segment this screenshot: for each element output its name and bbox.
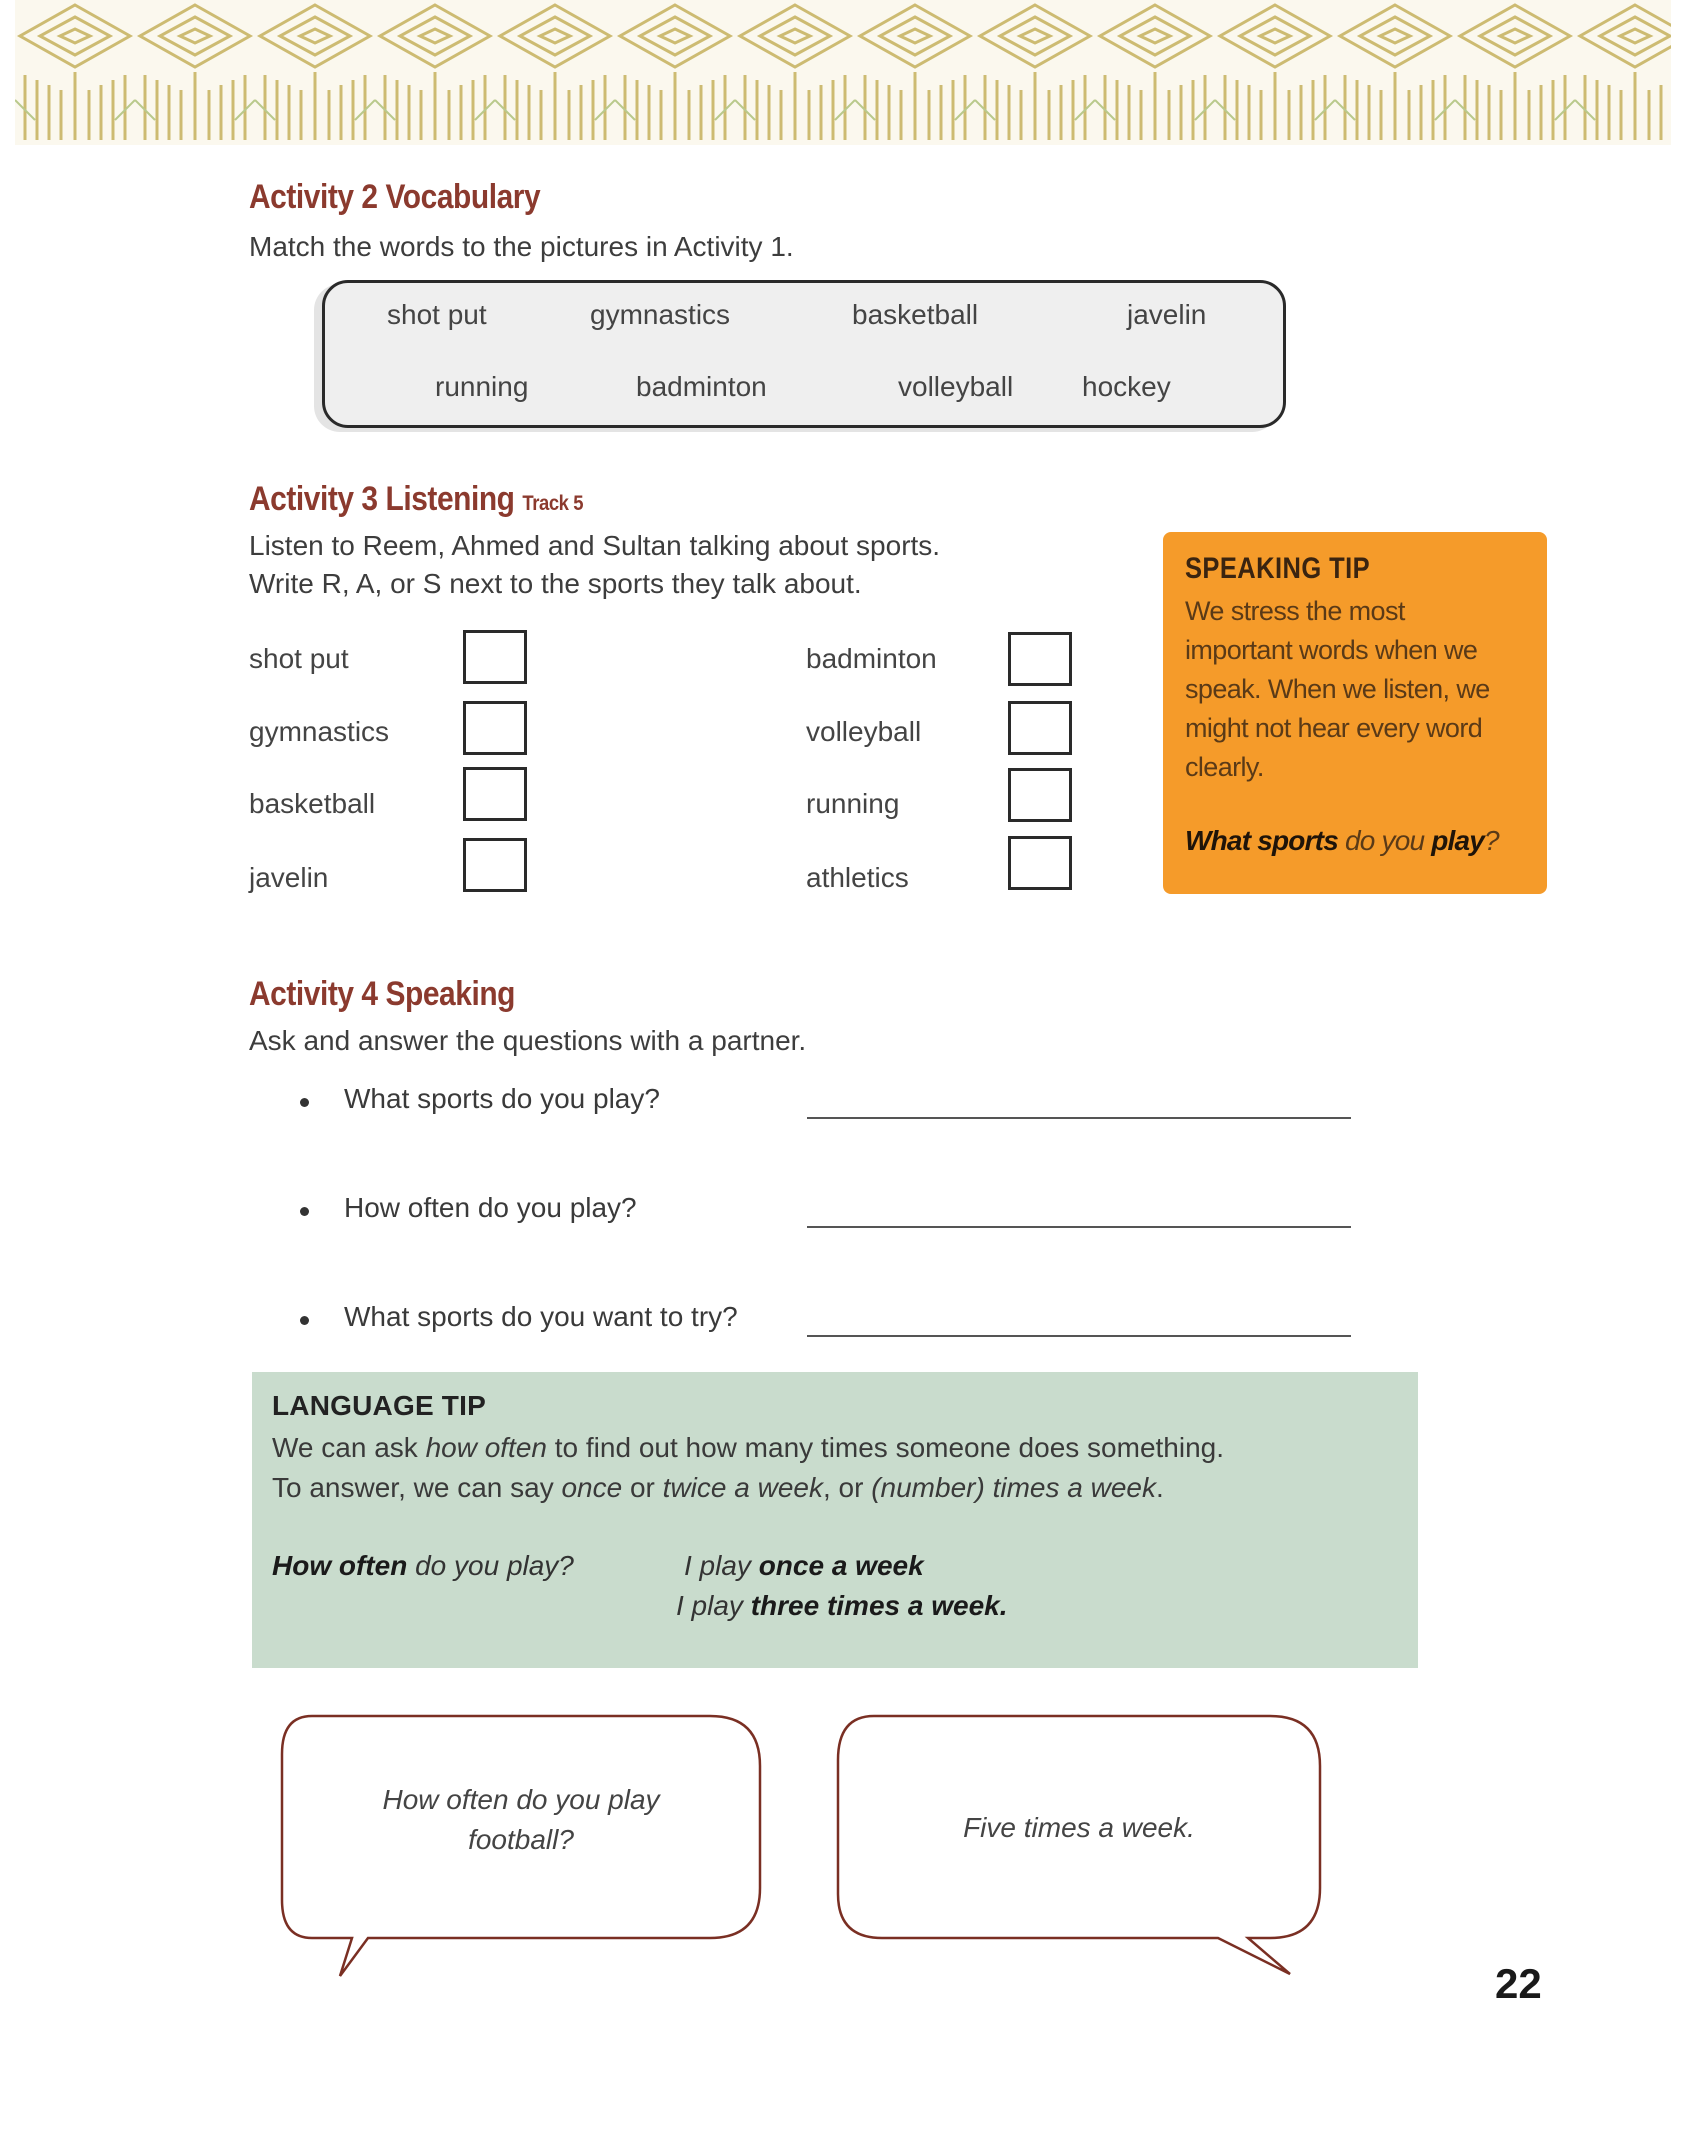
speaking-question: What sports do you want to try? <box>344 1301 738 1332</box>
sport-label: athletics <box>806 862 909 893</box>
example-question <box>272 1546 574 1586</box>
speaking-tip-line: clearly. <box>1185 752 1264 782</box>
text-segment: to find out how many times someone does something. <box>546 1432 1225 1463</box>
text-segment-italic: how often <box>425 1432 547 1463</box>
example-answer <box>684 1546 924 1586</box>
bullet-icon <box>300 1316 309 1325</box>
answer-box[interactable] <box>1008 632 1072 686</box>
answer-line[interactable] <box>807 1335 1351 1337</box>
speaking-tip-example <box>1185 825 1525 857</box>
speech-bubble-right <box>828 1710 1328 2000</box>
word-bank-item: hockey <box>1082 371 1171 402</box>
language-tip-box <box>252 1372 1418 1668</box>
stressed-words: What sports <box>1185 825 1338 856</box>
example-bold: How often <box>272 1550 408 1581</box>
word-bank-item: badminton <box>636 371 767 402</box>
answer-line[interactable] <box>807 1226 1351 1228</box>
activity3-title-text: Activity 3 Listening <box>249 480 515 518</box>
activity4-title: Activity 4 Speaking <box>249 975 516 1013</box>
text-segment-italic: once <box>561 1472 623 1503</box>
page-number: 22 <box>1495 1960 1542 2007</box>
example-bold: three times a week. <box>750 1590 1008 1621</box>
bubble-left-text <box>282 1780 760 1860</box>
bullet-icon <box>300 1098 309 1107</box>
speaking-tip-line: We stress the most <box>1185 596 1405 626</box>
word-bank-item: gymnastics <box>590 299 731 330</box>
speaking-question: How often do you play? <box>344 1192 637 1223</box>
word-bank-item: running <box>435 371 529 402</box>
sport-label: volleyball <box>806 716 922 747</box>
example-rest: I play <box>684 1550 759 1581</box>
answer-box[interactable] <box>463 630 527 684</box>
sport-label: shot put <box>249 643 349 674</box>
answer-box[interactable] <box>1008 768 1072 822</box>
activity3-title <box>249 480 583 519</box>
speaking-tip-line: speak. When we listen, we <box>1185 674 1490 704</box>
language-tip-title: LANGUAGE TIP <box>272 1390 486 1421</box>
track-label: Track 5 <box>522 492 584 515</box>
word-bank-item: basketball <box>852 299 979 330</box>
bubble-right-text: Five times a week. <box>963 1812 1195 1843</box>
answer-box[interactable] <box>1008 701 1072 755</box>
answer-box[interactable] <box>463 767 527 821</box>
example-rest: I play <box>676 1590 751 1621</box>
bullet-icon <box>300 1207 309 1216</box>
sport-label: basketball <box>249 788 376 819</box>
text-segment: We can ask <box>272 1432 426 1463</box>
word-bank-item: javelin <box>1127 299 1207 330</box>
activity2-instruction: Match the words to the pictures in Activity 1. <box>249 231 794 262</box>
word-bank <box>322 280 1286 428</box>
question-mark: ? <box>1484 825 1499 856</box>
language-tip-line <box>272 1428 1398 1468</box>
speaking-tip-line: important words when we <box>1185 635 1478 665</box>
speaking-tip-title: SPEAKING TIP <box>1185 552 1371 585</box>
bubble-left-line: football? <box>468 1824 574 1855</box>
sport-label: badminton <box>806 643 937 674</box>
activity2-title: Activity 2 Vocabulary <box>249 178 541 216</box>
unstressed-words: do you <box>1337 825 1432 856</box>
bubble-left-line: How often do you play <box>382 1784 660 1815</box>
text-segment-italic: twice a week <box>662 1472 823 1503</box>
language-tip-line <box>272 1468 1398 1508</box>
speaking-tip-body <box>1185 592 1525 787</box>
text-segment: To answer, we can say <box>272 1472 562 1503</box>
sport-label: gymnastics <box>249 716 390 747</box>
activity3-instruction-2: Write R, A, or S next to the sports they talk about. <box>249 568 862 599</box>
stressed-word: play <box>1431 825 1485 856</box>
speaking-question: What sports do you play? <box>344 1083 660 1114</box>
answer-line[interactable] <box>807 1117 1351 1119</box>
word-bank-item: volleyball <box>898 371 1014 402</box>
example-answer <box>676 1586 1008 1626</box>
decorative-banner <box>15 0 1671 145</box>
word-bank-item: shot put <box>387 299 487 330</box>
language-tip-examples <box>272 1546 1398 1646</box>
example-rest: do you play? <box>407 1550 574 1581</box>
example-bold: once a week <box>758 1550 924 1581</box>
sport-label: running <box>806 788 900 819</box>
sport-label: javelin <box>249 862 329 893</box>
text-segment: or <box>622 1472 663 1503</box>
activity3-instruction-1: Listen to Reem, Ahmed and Sultan talking about sports. <box>249 530 941 561</box>
answer-box[interactable] <box>463 838 527 892</box>
text-segment: . <box>1155 1472 1164 1503</box>
answer-box[interactable] <box>1008 836 1072 890</box>
answer-box[interactable] <box>463 701 527 755</box>
text-segment-italic: (number) times a week <box>871 1472 1156 1503</box>
speaking-tip-box <box>1163 532 1547 894</box>
text-segment: , or <box>822 1472 872 1503</box>
speaking-tip-line: might not hear every word <box>1185 713 1483 743</box>
activity4-instruction: Ask and answer the questions with a partner. <box>249 1025 807 1056</box>
